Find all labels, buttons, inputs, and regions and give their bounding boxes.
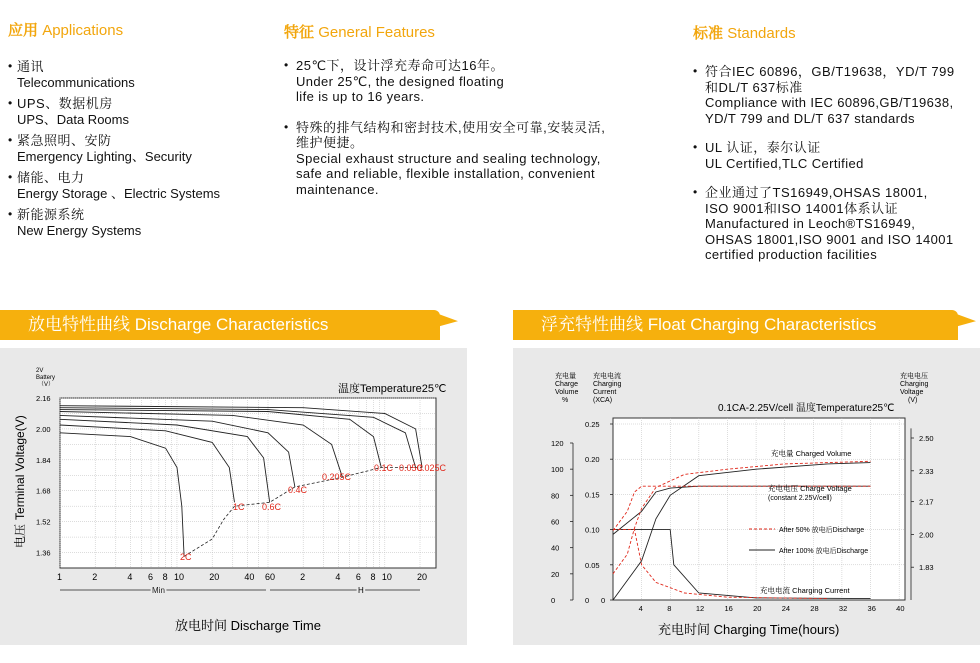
applications-list [8, 59, 268, 238]
d-rate-label: 0.6C [262, 502, 282, 512]
d-ytick: 1.36 [36, 548, 51, 558]
standards-cn-line: 符合IEC 60896，GB/T19638，YD/T 799 [705, 64, 955, 79]
bullet-icon: • [8, 96, 13, 110]
f-xtick: 8 [667, 604, 672, 613]
f-volume-tick: 40 [551, 543, 560, 553]
discharge-chart [0, 348, 467, 645]
standards-item [693, 64, 980, 126]
f-voltage-tick: 2.50 [919, 434, 934, 443]
f-axis1-title: Charge [555, 381, 578, 388]
standards-en-line: YD/T 799 and DL/T 637 standards [705, 110, 915, 126]
application-en: UPS、Data Rooms [17, 111, 129, 127]
discharge-grid [60, 398, 436, 568]
features-en-line: safe and reliable, flexible installation, convenient [296, 166, 596, 181]
features-title: 特征 General Features [284, 24, 435, 41]
d-xtick-min: 2 [92, 572, 98, 582]
d-rate-label: 0.4C [288, 485, 308, 495]
application-en: Energy Storage 、Electric Systems [17, 185, 221, 201]
standards-en-line: OHSAS 18001,ISO 9001 and ISO 14001 [705, 231, 954, 247]
f-axis2-title: Current [593, 389, 617, 396]
d-xtick-h: 2 [300, 572, 306, 582]
features-list [284, 58, 664, 197]
features-en-line: maintenance. [296, 181, 379, 197]
features-item [284, 120, 664, 198]
application-cn: 通讯 [17, 59, 45, 74]
f-voltage-tick: 2.33 [919, 466, 934, 476]
float-grid [613, 418, 905, 600]
d-ytick: 1.84 [36, 455, 51, 465]
standards-cn-line: 企业通过了TS16949,OHSAS 18001, [705, 185, 928, 200]
bullet-icon: • [284, 119, 289, 134]
application-cn: 紧急照明、安防 [17, 133, 112, 148]
application-item [8, 170, 268, 201]
d-ylabel-top-2: Battery [36, 375, 56, 381]
f-axis3-title: 充电电压 [900, 373, 928, 380]
float-axis-titles [555, 371, 929, 404]
f-xtick: 4 [638, 604, 643, 613]
features-cn-line: 特殊的排气结构和密封技术,使用安全可靠,安装灵活, [296, 119, 606, 135]
d-xtick-min: 60 [265, 572, 276, 582]
application-en: New Energy Systems [17, 222, 142, 238]
d-ytick: 1.68 [36, 486, 51, 496]
d-rate-label: 0.025C [417, 463, 447, 473]
standards-en-line: Compliance with IEC 60896,GB/T19638, [705, 95, 954, 110]
f-axis3-title: Voltage [900, 389, 924, 396]
features-en-line: Under 25℃, the designed floating [296, 73, 505, 89]
standards-cn-line: ISO 9001和ISO 14001体系认证 [705, 200, 899, 216]
bullet-icon: • [693, 140, 698, 154]
f-axis2-title: (XCA) [593, 397, 613, 404]
application-en: Telecommunications [17, 74, 135, 90]
f-xtick: 28 [810, 604, 819, 613]
f-label-charged-volume: 充电量 Charged Volume [771, 449, 852, 458]
standards-list [693, 64, 980, 263]
application-item [8, 96, 268, 127]
features-en-line: life is up to 16 years. [296, 89, 425, 104]
f-current-tick: 0.10 [585, 525, 600, 535]
d-temperature: 温度Temperature25℃ [338, 383, 447, 395]
d-rate-label: 2C [180, 552, 192, 562]
f-xtick: 32 [838, 604, 848, 613]
d-xtick-min: 6 [148, 572, 154, 582]
float-banner: 浮充特性曲线 Float Charging Characteristics [513, 310, 958, 340]
f-current-tick: 0.15 [585, 490, 600, 500]
f-label-after-100: After 100% 放电后Discharge [779, 548, 869, 555]
f-volume-tick: 20 [551, 569, 560, 579]
d-xunit-min: Min [152, 586, 165, 595]
application-en: Emergency Lighting、Security [17, 148, 192, 164]
f-xtick: 40 [896, 604, 905, 613]
d-xtick-min: 20 [209, 572, 220, 582]
bullet-icon: • [693, 64, 698, 78]
d-rate-label: 1C [233, 502, 245, 512]
features-section [284, 21, 664, 212]
application-item [8, 207, 268, 238]
f-volume-tick: 120 [551, 439, 564, 448]
f-xtick: 12 [695, 604, 705, 613]
f-xtick: 24 [781, 604, 791, 613]
f-volume-tick: 60 [551, 517, 560, 527]
f-axis1-title: Volume [555, 389, 579, 396]
f-xlabel: 充电时间 Charging Time(hours) [658, 622, 840, 637]
d-xtick-min: 40 [244, 572, 255, 582]
standards-en-line: certified production facilities [705, 247, 878, 262]
f-axis1-title: 充电量 [555, 373, 576, 380]
standards-cn-line: UL 认证，泰尔认证 [705, 140, 821, 155]
d-xtick-min: 1 [57, 572, 63, 582]
f-voltage-tick: 1.83 [919, 563, 934, 573]
standards-item [693, 140, 980, 171]
d-xtick-min: 4 [127, 572, 133, 582]
f-axis2-title: 充电电流 [593, 373, 621, 380]
applications-title: 应用 Applications [8, 22, 124, 39]
f-plot-area [613, 418, 905, 600]
f-volume-tick: 100 [551, 465, 564, 475]
d-rate-label: 0.1C [374, 463, 394, 473]
features-cn-line: 25℃下，设计浮充寿命可达16年。 [296, 58, 505, 73]
d-xtick-h: 6 [355, 572, 361, 582]
d-ytick: 2.16 [36, 394, 51, 403]
f-voltage-tick: 2.00 [919, 530, 934, 540]
d-rate-label: 0.05C [399, 463, 424, 473]
f-axis2-title: Charging [593, 381, 622, 388]
f-axis3-title: (V) [908, 397, 918, 404]
applications-section [8, 19, 268, 244]
standards-en-line: UL Certified,TLC Certified [705, 155, 864, 171]
discharge-chart-panel [0, 348, 467, 645]
f-xtick: 36 [867, 604, 876, 613]
f-axis3-title: Charging [900, 381, 929, 388]
features-en-line: Special exhaust structure and sealing technology, [296, 150, 601, 166]
d-xtick-h: 4 [335, 572, 341, 582]
standards-en-line: Manufactured in Leoch®TS16949, [705, 216, 916, 231]
application-item [8, 133, 268, 164]
d-xtick-h: 10 [381, 572, 392, 582]
f-conditions: 0.1CA-2.25V/cell 温度Temperature25℃ [718, 403, 895, 414]
application-cn: 储能、电力 [17, 170, 85, 185]
features-cn-line: 维护便捷。 [296, 135, 364, 150]
d-xlabel: 放电时间 Discharge Time [175, 618, 321, 633]
float-chart-panel [513, 348, 980, 645]
bullet-icon: • [8, 207, 13, 221]
f-xtick: 16 [724, 604, 733, 613]
f-current-tick: 0.25 [585, 420, 600, 429]
standards-title: 标准 Standards [693, 25, 796, 42]
f-xtick: 20 [753, 604, 762, 613]
bullet-icon: • [8, 170, 13, 184]
d-xtick-h: 8 [370, 572, 376, 582]
standards-section [693, 22, 980, 277]
d-xunit-h: H [358, 586, 364, 595]
f-axis1-title: % [562, 397, 569, 404]
bullet-icon: • [8, 59, 13, 73]
f-label-voltage-note: (constant 2.25V/cell) [768, 495, 832, 502]
f-label-after-50: After 50% 放电后Discharge [779, 527, 865, 534]
f-current-tick: 0.05 [585, 560, 600, 570]
bullet-icon: • [693, 185, 698, 199]
f-voltage-tick: 2.17 [919, 497, 934, 507]
bullet-icon: • [8, 133, 13, 147]
discharge-banner: 放电特性曲线 Discharge Characteristics [0, 310, 440, 340]
f-label-charging-current: 充电电流 Charging Current [760, 586, 850, 595]
features-item [284, 58, 664, 105]
d-rate-label: 0.205C [322, 472, 352, 482]
f-zero-tick: 0 [601, 596, 606, 605]
application-cn: UPS、数据机房 [17, 96, 113, 111]
f-label-charge-voltage: 充电电压 Charge Voltage [768, 484, 852, 493]
d-xtick-min: 8 [162, 572, 168, 582]
d-xtick-min: 10 [173, 572, 184, 582]
f-current-tick: 0.20 [585, 455, 600, 465]
d-xtick-h: 20 [417, 572, 428, 582]
application-cn: 新能源系统 [17, 207, 85, 222]
f-volume-tick: 0 [551, 596, 556, 605]
f-current-tick: 0 [585, 596, 590, 605]
d-ylabel-top-1: 2V [36, 368, 44, 374]
f-volume-tick: 80 [551, 491, 560, 501]
float-chart [513, 348, 980, 645]
d-ytick: 1.52 [36, 517, 51, 527]
application-item [8, 59, 268, 90]
standards-cn-line: 和DL/T 637标准 [705, 79, 803, 95]
d-ylabel: 电压Terminal Voltage(V) [13, 415, 27, 548]
standards-item [693, 185, 980, 263]
bullet-icon: • [284, 58, 289, 72]
d-ytick: 2.00 [36, 424, 51, 434]
d-ylabel-top-3: （V） [38, 382, 55, 388]
